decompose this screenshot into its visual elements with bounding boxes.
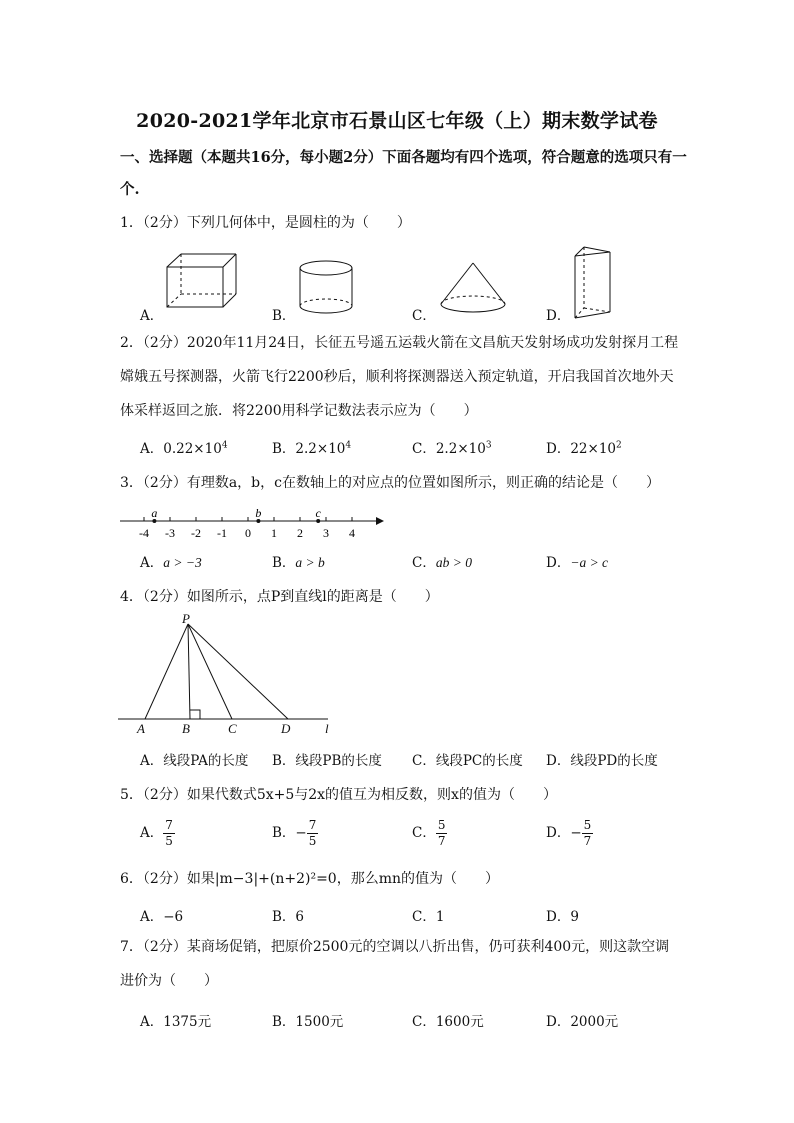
option-text: 线段PA的长度 xyxy=(163,753,249,769)
option-exponent: 4 xyxy=(221,440,228,451)
q6-option-b xyxy=(272,905,304,925)
fraction-numerator: 7 xyxy=(308,818,317,832)
label-a: A xyxy=(137,721,145,736)
option-exponent: 4 xyxy=(345,440,352,451)
q4-option-b xyxy=(272,749,382,769)
option-label: C． xyxy=(412,441,436,457)
label-b: B xyxy=(182,721,190,736)
q2-option-a xyxy=(140,437,228,457)
option-text: 1500元 xyxy=(295,1014,344,1030)
number-line-point-label: c xyxy=(315,506,321,520)
q5-option-a xyxy=(140,818,175,849)
option-label: D． xyxy=(546,909,571,925)
q4-option-d xyxy=(546,749,658,769)
option-base: 22×10 xyxy=(570,441,616,457)
option-label: C． xyxy=(412,1014,436,1030)
number-line-tick-label: 0 xyxy=(245,526,251,540)
question-5-stem: 5．（2分）如果代数式5x+5与2x的值互为相反数，则x的值为（ ） xyxy=(120,787,557,803)
q3-option-a xyxy=(140,551,202,571)
question-7-line2: 进价为（ ） xyxy=(120,973,218,989)
label-d: D xyxy=(281,721,291,736)
number-line-point-label: a xyxy=(151,506,158,520)
fraction xyxy=(582,818,594,849)
question-3-stem: 3．（2分）有理数a，b，c在数轴上的对应点的位置如图所示，则正确的结论是（ ） xyxy=(120,475,660,491)
option-base: 2.2×10 xyxy=(295,441,346,457)
option-text: 1600元 xyxy=(435,1014,484,1030)
fraction xyxy=(436,818,448,849)
q6-option-d xyxy=(546,905,579,925)
option-text: 1 xyxy=(435,909,445,925)
option-label: D． xyxy=(546,753,571,769)
fraction xyxy=(163,818,175,849)
option-text: 线段PB的长度 xyxy=(295,753,382,769)
option-label: B． xyxy=(272,1014,296,1030)
option-label: D． xyxy=(546,825,571,841)
q2-option-d xyxy=(546,437,622,457)
option-label: B． xyxy=(272,753,296,769)
option-text: 9 xyxy=(570,909,579,925)
q2-option-c xyxy=(412,437,492,457)
number-line-tick-label: 3 xyxy=(323,526,329,540)
right-angle-mark xyxy=(190,710,200,719)
fraction xyxy=(307,818,319,849)
number-line-tick-label: -1 xyxy=(217,526,227,540)
q4-option-a xyxy=(140,749,248,769)
option-label: B． xyxy=(272,555,296,571)
number-line-figure xyxy=(118,506,388,544)
option-base: 2.2×10 xyxy=(435,441,486,457)
option-sign: − xyxy=(295,825,307,841)
option-text: 线段PC的长度 xyxy=(435,753,523,769)
option-base: 0.22×10 xyxy=(163,441,222,457)
number-line-arrow-icon xyxy=(376,517,384,525)
segment-pc xyxy=(188,624,232,719)
q7-option-b xyxy=(272,1010,343,1030)
number-line-tick-label: 2 xyxy=(297,526,303,540)
option-label: C． xyxy=(412,555,436,571)
option-exponent: 3 xyxy=(485,440,492,451)
label-l: l xyxy=(325,721,329,736)
number-line-point-label: b xyxy=(255,506,262,520)
cuboid-icon xyxy=(166,250,238,314)
q1-option-c-label: C． xyxy=(412,308,436,324)
question-7-line1: 7．（2分）某商场促销，把原价2500元的空调以八折出售，仍可获利400元，则这款空调 xyxy=(120,939,670,955)
option-text: ab > 0 xyxy=(435,555,472,570)
question-2-line1: 2．（2分）2020年11月24日，长征五号遥五运载火箭在文昌航天发射场成功发射探月工程 xyxy=(120,335,679,351)
option-text: −a > c xyxy=(570,555,609,570)
section-header-line1: 一、选择题（本题共16分，每小题2分）下面各题均有四个选项，符合题意的选项只有一 xyxy=(120,149,687,166)
q6-option-c xyxy=(412,905,444,925)
segment-pb xyxy=(188,624,190,719)
q3-option-d xyxy=(546,551,608,571)
option-exponent: 2 xyxy=(616,440,622,451)
question-2-line3: 体采样返回之旅．将2200用科学记数法表示应为（ ） xyxy=(120,403,478,419)
segment-pa xyxy=(145,624,188,719)
exam-title: 2020-2021学年北京市石景山区七年级（上）期末数学试卷 xyxy=(136,110,658,132)
fraction-denominator: 7 xyxy=(583,834,592,848)
option-sign: − xyxy=(570,825,582,841)
q4-option-c xyxy=(412,749,523,769)
number-line-tick-label: 4 xyxy=(349,526,355,540)
option-label: D． xyxy=(546,555,571,571)
option-label: A． xyxy=(140,1014,164,1030)
segment-pd xyxy=(188,624,288,719)
section-header-line2: 个. xyxy=(120,181,140,198)
option-text: 6 xyxy=(295,909,305,925)
fraction-denominator: 5 xyxy=(308,834,317,848)
number-line-tick-label: -3 xyxy=(165,526,175,540)
cone-icon xyxy=(440,262,506,318)
option-label: C． xyxy=(412,909,436,925)
fraction-numerator: 7 xyxy=(165,818,173,832)
q7-option-a xyxy=(140,1010,211,1030)
option-label: D． xyxy=(546,1014,571,1030)
fraction-denominator: 5 xyxy=(165,834,173,848)
number-line-tick-label: -4 xyxy=(139,526,149,540)
option-label: A． xyxy=(140,555,164,571)
number-line-tick-label: 1 xyxy=(271,526,277,540)
q1-option-d-label: D． xyxy=(546,308,571,324)
geometry-figure-p-to-line xyxy=(118,612,348,740)
q1-option-b-label: B． xyxy=(272,308,296,324)
q1-option-a-label: A． xyxy=(140,308,164,324)
option-text: 2000元 xyxy=(570,1014,619,1030)
question-1-stem: 1．（2分）下列几何体中，是圆柱的为（ ） xyxy=(120,215,411,231)
option-label: D． xyxy=(546,441,571,457)
triangular-prism-icon xyxy=(574,246,612,322)
q5-option-c xyxy=(412,818,447,849)
option-text: −6 xyxy=(163,909,184,925)
option-text: 线段PD的长度 xyxy=(570,753,658,769)
label-p: P xyxy=(182,611,190,626)
option-label: C． xyxy=(412,753,436,769)
option-label: B． xyxy=(272,825,296,841)
option-label: B． xyxy=(272,909,296,925)
label-c: C xyxy=(228,721,237,736)
option-text: a > −3 xyxy=(163,555,202,570)
q2-option-b xyxy=(272,437,351,457)
number-line-tick-label: -2 xyxy=(191,526,201,540)
option-label: C． xyxy=(412,825,436,841)
q7-option-d xyxy=(546,1010,618,1030)
question-6-stem: 6．（2分）如果|m−3|+(n+2)²=0，那么mn的值为（ ） xyxy=(120,871,500,887)
fraction-numerator: 5 xyxy=(437,818,446,832)
option-text: 1375元 xyxy=(163,1014,212,1030)
question-4-stem: 4．（2分）如图所示，点P到直线l的距离是（ ） xyxy=(120,589,439,605)
cylinder-icon xyxy=(298,260,354,316)
q3-option-b xyxy=(272,551,325,571)
option-label: A． xyxy=(140,909,164,925)
q3-option-c xyxy=(412,551,472,571)
q5-option-b xyxy=(272,818,318,849)
option-label: A． xyxy=(140,753,164,769)
option-label: A． xyxy=(140,825,164,841)
fraction-numerator: 5 xyxy=(583,818,592,832)
option-text: a > b xyxy=(295,555,325,570)
q7-option-c xyxy=(412,1010,484,1030)
option-label: A． xyxy=(140,441,164,457)
option-label: B． xyxy=(272,441,296,457)
fraction-denominator: 7 xyxy=(437,834,446,848)
q5-option-d xyxy=(546,818,593,849)
question-2-line2: 嫦娥五号探测器，火箭飞行2200秒后，顺利将探测器送入预定轨道，开启我国首次地外天 xyxy=(120,369,674,385)
q6-option-a xyxy=(140,905,183,925)
